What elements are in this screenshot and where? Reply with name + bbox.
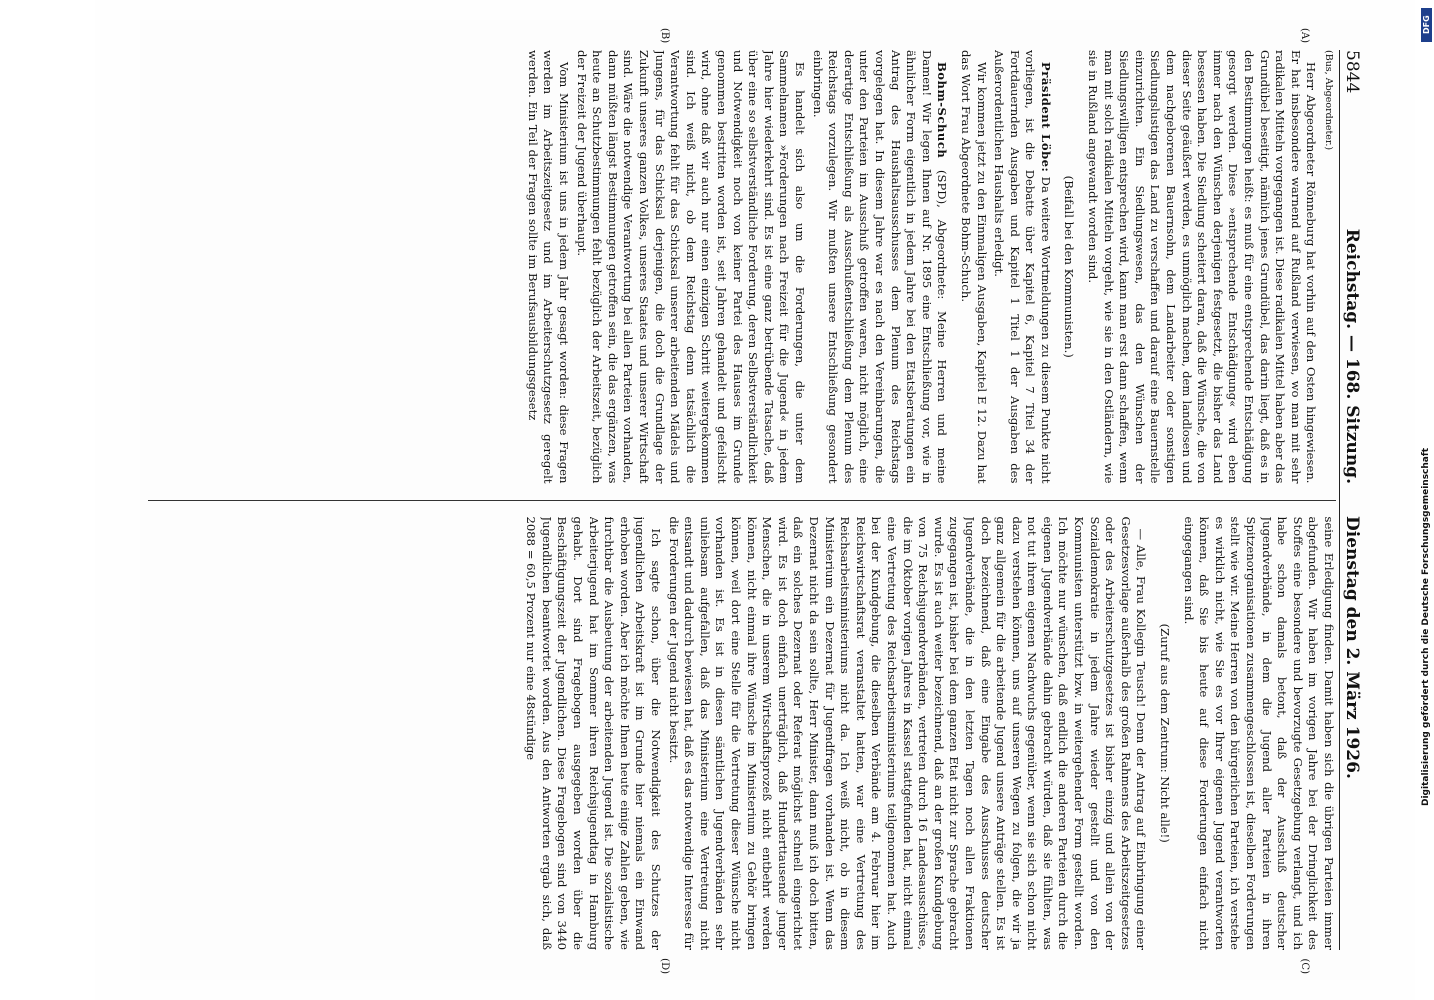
paragraph: seine Erledigung finden. Damit haben sich die übrigen Parteien immer abgefunden. Wir haben im vorigen Jahre bei der Dringlichkeit des Stoffes eine besondere und bevorzugte Gesetzgebung verlangt, und ich habe schon damals betont, daß der Ausschuß deutscher Jugendverbände, in dem die Jugend aller Parteien in ihren Spitzenorganisationen zusammengeschlossen ist, dieselben Forderungen stellt wie wir. Meine Herren von den bürgerlichen Parteien, ich verstehe es wirklich nicht, wie Sie es vor Ihrer eigenen Jugend verantworten können, daß Sie bis heute auf diese Forderungen einfach nicht eingegangen sind.: [1181, 516, 1336, 950]
text-columns: [148, 50, 1336, 950]
left-column: [148, 50, 1336, 484]
applause-note: (Beifall bei den Kommunisten.): [1062, 175, 1077, 358]
president-text: Da weitere Wortmeldungen zu diesem Punkte nicht vorliegen, ist die Debatte über Kapitel 6, Kapitel 7 Titel 34 der Fortdauernden Ausgaben und Kapitel 1 Titel 1 der Ausgaben des Außerordentlichen Haushalts erledigt.: [992, 50, 1053, 484]
margin-marker-b: (B): [659, 28, 670, 44]
margin-marker-d: (D): [659, 958, 670, 974]
speaker2-party: (SPD), Abgeordnete:: [935, 170, 950, 300]
speaker2-text: Meine Herren und meine Damen! Wir legen Ihnen auf Nr. 1895 eine Entschließung vor, wie in ähnlicher Form eigentlich in jedem Jahre bei den Etatsberatungen ein Antrag des Haushaltsausschusses dem Plenum des Reichstags vorgelegen hat. In diesem Jahre war es nach den Vereinbarungen, die unter den Parteien im Ausschuß getroffen waren, nicht möglich, eine derartige Entschließung als Ausschußentschließung dem Plenum des Reichstags vorzulegen. Wir mußten unsere Entschließung gesondert einbringen.: [810, 50, 950, 484]
paragraph: — Alle, Frau Kollegin Teusch! Denn der Antrag auf Einbringung einer Gesetzesvorlage außerhalb des großen Rahmens des Arbeitszeitgesetzes oder des Arbeiterschutzgesetzes ist bisher einzig und allein von der Sozialdemokratie in jedem Jahre wieder gestellt und von den Kommunisten unterstützt bzw. in weitergehender Form gestellt worden. Ich möchte nur wünschen, daß endlich die anderen Parteien durch die eigenen Jugendverbände dahin gebracht würden, daß sie fühlten, was not tut ihrem eigenen Nachwuchs gegenüber, wenn sie sich schon nicht dazu verstehen können, uns auf unseren Wegen zu folgen, die wir ja ganz allgemein für die arbeitende Jugend unsere Anträge stellen. Es ist doch bezeichnend, daß eine Eingabe des Ausschusses deutscher Jugendverbände, die in den letzten Tagen noch allen Fraktionen zugegangen ist, bisher bei dem ganzen Etat nicht zur Sprache gebracht wurde. Es ist auch weiter bezeichnend, daß an der großen Kundgebung von 75 Reichsjugendverbänden, vertreten durch 16 Landesausschüsse, die im Oktober vorigen Jahres in Kassel stattgefunden hat, nicht einmal eine Vertretung des Reichsarbeitsministeriums teilgenommen hat. Auch bei der Kundgebung, die dieselben Verbände am 4. Februar hier im Reichswirtschaftsrat veranstaltet hatten, war eine Vertretung des Reichsarbeitsministeriums nicht da. Ich weiß nicht, ob in diesem Ministerium ein Dezernat für Jugendfragen vorhanden ist. Wenn das Dezernat nicht da sein sollte, Herr Minister, dann muß ich doch bitten, daß ein solches Dezernat oder Referat möglichst schnell eingerichtet wird. Es ist doch einfach unerträglich, daß Hunderttausende junger Menschen, die in unserem Wirtschaftsprozeß nicht entbehrt werden können, nicht einmal ihre Wünsche im Ministerium zu Gehör bringen können, weil dort eine Stelle für die Vertretung dieser Wünsche nicht vorhanden ist. Es ist in diesen sämtlichen Jugendverbänden sehr unliebsam aufgefallen, daß das Ministerium eine Vertretung nicht entsandt und dadurch bewiesen hat, daß es das notwendige Interesse für die Forderungen der Jugend nicht besitzt.: [666, 516, 1149, 950]
interjection: (Zuruf aus dem Zentrum: Nicht alle!): [1158, 623, 1173, 843]
paragraph: Es handelt sich also um die Forderungen, die unter dem Sammelnamen »Forderungen nach Freizeit für die Jugend« in jedem Jahre hier wiederkehrt sind. Es ist eine ganz betrübende Tatsache, daß über eine so selbstverständliche Forderung, deren Selbstverständlichkeit und Notwendigkeit noch von keiner Partei des Hauses im Grunde genommen bestritten worden ist, seit Jahren gehandelt und gefeilscht wird, ohne daß wir auch nur einen einzigen Schritt weitergekommen sind. Ich weiß nicht, ob dem Reichstag denn tatsächlich die Verantwortung fehlt für das Schicksal unserer arbeitenden Mädels und Jungens, für das Schicksal derjenigen, die doch die Grundlage der Zukunft unseres ganzen Volkes, unseres Staates und unserer Wirtschaft sind. Wäre die notwendige Verantwortung bei allen Parteien vorhanden, dann müßten längst Bestimmungen getroffen sein, die das ergänzen, was heute an Schutzbestimmungen fehlt bezüglich der Arbeitszeit, bezüglich der Freizeit der Jugend überhaupt.: [574, 50, 807, 484]
page-number: 5844: [1342, 50, 1362, 94]
scanned-document: [95, 0, 1415, 1000]
president-paragraph: [991, 50, 1053, 484]
rotated-page: [140, 20, 1370, 980]
header-left: [1342, 50, 1362, 500]
speaker2-label: Bohm-Schuch: [935, 62, 950, 159]
column-divider: [148, 500, 1336, 501]
right-column: [148, 517, 1336, 951]
left-title: Reichstag. — 168. Sitzung.: [1342, 228, 1362, 484]
paragraph: Ich sagte schon, über die Notwendigkeit des Schutzes der jugendlichen Arbeitskraft ist im Grunde hier niemals ein Einwand erhoben worden. Aber ich möchte Ihnen heute einige Zahlen geben, wie furchtbar die Ausbeutung der arbeitenden Jugend ist. Die sozialistische Arbeiterjugend hat im Sommer ihren Reichsjugendtag in Hamburg gehabt. Dort sind Fragebogen ausgegeben worden über die Beschäftigungszeit der Jugendlichen. Diese Fragebogen sind von 3440 Jugendlichen beantwortet worden. Aus den Antworten ergab sich, daß 2088 = 60,5 Prozent nur eine 48stündige: [524, 516, 664, 950]
right-title: Dienstag den 2. März 1926.: [1342, 516, 1362, 779]
paragraph: Herr Abgeordneter Rönneburg hat vorhin auf den Osten hingewiesen. Er hat insbesondere warnend auf Rußland verwiesen, wo man mit sehr radikalen Mitteln vorgegangen ist. Diese radikalen Mittel haben aber das Grundübel beseitigt, nämlich jenes Grundübel, das darin liegt, daß es in den Bestimmungen heißt: es muß für eine entsprechende Entschädigung gesorgt werden. Diese »entsprechende Entschädigung« wird eben immer nach den Wünschen derjenigen festgesetzt, die bisher das Land besessen haben. Die Siedlung scheitert daran, daß die Wünsche, die von dieser Seite geäußert werden, es unmöglich machen, dem landlosen und dem nachgeborenen Bauernsohn, dem Landarbeiter oder sonstigen Siedlungslustigen das Land zu verschaffen und darauf eine Bauernstelle einzurichten. Ein Siedlungswesen, das den Wünschen der Siedlungswilligen entsprechen wird, kann man erst dann schaffen, wenn man mit solch radikalen Mitteln vorgeht, wie sie in den Ostländern, wie sie in Rußland angewandt worden sind.: [1086, 50, 1319, 484]
paragraph: Vom Ministerium ist uns in jedem Jahr gesagt worden: diese Fragen werden im Arbeitszeitgesetz und im Arbeiterschutzgesetz geregelt werden. Ein Teil der Fragen sollte im Berufsausbildungsgesetz: [525, 50, 572, 484]
page-header: [1339, 50, 1362, 950]
margin-marker-c: (C): [1299, 958, 1310, 974]
speaker-intro: (Bus, Abgeordneter.): [1323, 50, 1334, 151]
funding-credit: Digitalisierung gefördert durch die Deutsche Forschungsgemeinschaft: [1421, 447, 1431, 806]
speaker2-paragraph: [809, 50, 949, 484]
margin-marker-a: (A): [1299, 28, 1310, 44]
president-paragraph-2: Wir kommen jetzt zu den Einmaligen Ausgaben, Kapitel E 12. Dazu hat das Wort Frau Abgeordnete Bohm-Schuch.: [958, 50, 989, 484]
president-label: Präsident Löbe:: [1038, 62, 1053, 173]
dfg-logo-badge: DFG: [1421, 8, 1432, 42]
